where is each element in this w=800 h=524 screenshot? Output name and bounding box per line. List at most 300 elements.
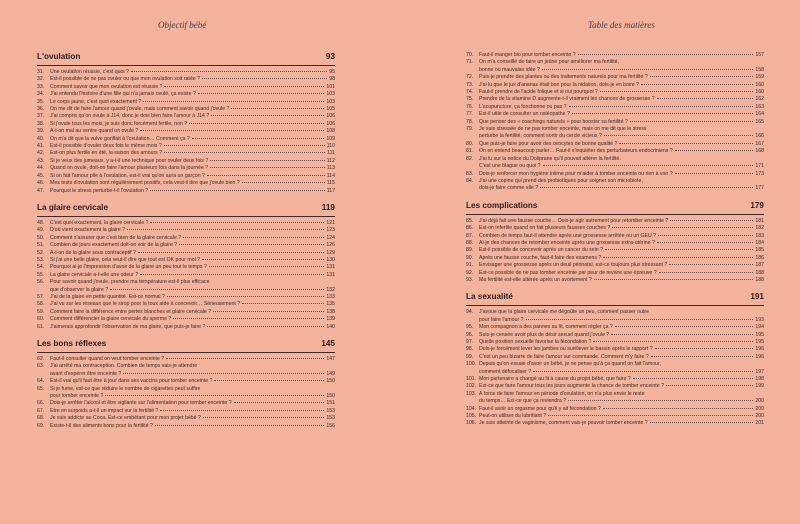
entry-page: 164 <box>755 111 764 118</box>
entry-body <box>479 156 764 171</box>
entry-number: 101. <box>466 376 477 383</box>
dot-leader <box>214 380 324 381</box>
entry-number: 71. <box>466 59 474 66</box>
dot-leader <box>203 417 325 418</box>
entry-line <box>50 180 335 187</box>
entry-number: 59. <box>37 308 45 315</box>
entry-text: Dois-je arrêter l'alcool et être vigilante sur l'alimentation pour tomber enceinte ? <box>50 400 232 407</box>
entry-line <box>479 225 764 232</box>
entry-line <box>50 324 335 331</box>
entry-number: 75. <box>466 96 474 103</box>
entry-body <box>50 173 335 180</box>
entry-body <box>50 386 335 401</box>
entry-text: À force de faire l'amour en période d'ovulation, on n'a plus envie le reste <box>479 390 645 397</box>
entry-number: 77. <box>466 111 474 118</box>
toc-entry <box>466 309 764 324</box>
entry-text: Mes tests d'ovulation sont régulièrement positifs, cela veut-il dire que j'ovule bien ? <box>50 180 240 187</box>
dot-leader <box>179 244 324 245</box>
toc-entry <box>37 76 335 83</box>
toc-entry <box>466 111 764 118</box>
entry-line <box>479 119 764 126</box>
entry-body <box>50 188 335 195</box>
toc-entry <box>37 235 335 242</box>
entry-text: J'ai une copine qui prend des probiotiques pour soigner son microbiote, <box>479 177 643 184</box>
entry-page: 197 <box>755 368 764 375</box>
toc-entry <box>466 141 764 148</box>
dot-leader <box>603 257 753 258</box>
entry-text: Mon compagnon a des pannes au lit, comment régler ça ? <box>479 324 613 331</box>
toc-entry <box>466 148 764 155</box>
entry-text: J'ai lu que le jus d'ananas était bon pour la nidation, dois-je en boire ? <box>479 81 640 88</box>
entry-page: 200 <box>755 413 764 420</box>
entry-text: Que puis-je faire pour avoir des ovocytes de bonne qualité ? <box>479 140 618 147</box>
entry-number: 52. <box>37 249 45 256</box>
entry-line <box>50 235 335 242</box>
entry-text: Puis-je prendre des plantes ou des traitements naturels pour ma fertilité ? <box>479 74 648 81</box>
entry-number: 43. <box>37 157 45 164</box>
entry-body <box>479 346 764 353</box>
entry-number: 66. <box>37 400 45 407</box>
entry-line <box>479 383 764 390</box>
entry-line <box>479 59 764 66</box>
entry-page: 110 <box>326 143 335 150</box>
entry-body <box>50 128 335 135</box>
entry-page: 184 <box>755 239 764 246</box>
entry-line <box>50 173 335 180</box>
entry-text: Existe-t-il des aliments bons pour la fertilité ? <box>50 422 153 429</box>
toc-entry <box>37 84 335 91</box>
entry-text: Est-ce que faire l'amour tous les jours augmente la chance de tomber enceinte ? <box>479 383 664 390</box>
entry-text: Est-on infertile quand on fait plusieurs fausses couches ? <box>479 225 611 232</box>
entry-line <box>479 148 764 155</box>
entry-number: 90. <box>466 254 474 261</box>
entry-line <box>50 121 335 128</box>
entry-text: Je suis addicte au Coca. Est-ce embêtant pour mon projet bébé ? <box>50 415 201 422</box>
entry-page: 108 <box>326 128 335 135</box>
entry-number: 97. <box>466 339 474 345</box>
entry-body <box>479 52 764 59</box>
entry-line <box>50 188 335 195</box>
entry-number: 83. <box>466 170 474 177</box>
toc-entry <box>37 272 335 279</box>
toc-entry <box>37 415 335 422</box>
entry-page: 112 <box>326 157 335 164</box>
toc-entry <box>37 408 335 415</box>
toc-entry <box>37 143 335 150</box>
entry-page: 200 <box>755 405 764 412</box>
running-header-left: Objectif bébé <box>158 20 207 30</box>
toc-entry <box>37 250 335 257</box>
entry-page: 150 <box>326 378 335 385</box>
entry-number: 36. <box>37 106 45 113</box>
entry-page: 159 <box>755 74 764 81</box>
entry-body <box>50 69 335 76</box>
entry-text: Ai-je des chances de retomber enceinte après une grossesse extra-utérine ? <box>479 239 655 246</box>
entry-body <box>50 272 335 279</box>
entry-text: J'ai vu sur les réseaux que le sirop pour la toux aide à concevoir… Sérieusement ? <box>50 301 241 308</box>
dot-leader <box>231 108 324 109</box>
entry-number: 103. <box>466 390 477 397</box>
entry-body <box>50 356 335 363</box>
entry-number: 78. <box>466 118 474 125</box>
entry-text: du temps… Est-ce que ça reviendra ? <box>479 398 567 405</box>
entry-number: 96. <box>466 331 474 338</box>
entry-line <box>50 99 335 106</box>
entry-line <box>50 316 335 323</box>
entry-page: 95 <box>329 69 335 75</box>
entry-body <box>479 309 764 324</box>
entry-body <box>479 277 764 284</box>
entry-text: C'est un peu bizarre de faire l'amour sur commande. Comment m'y faire ? <box>479 353 649 360</box>
toc-entry <box>37 227 335 234</box>
entry-page: 138 <box>326 308 335 315</box>
toc-entry <box>466 262 764 269</box>
entry-body <box>50 250 335 257</box>
entry-body <box>479 96 764 103</box>
toc-entry <box>37 180 335 187</box>
entry-body <box>50 408 335 415</box>
entry-page: 157 <box>755 52 764 58</box>
entry-number: 81. <box>466 148 474 155</box>
entry-line <box>479 133 764 140</box>
entry-body <box>479 148 764 155</box>
entry-body <box>50 363 335 378</box>
entry-text: Quelle position sexuelle favorise la fécondation ? <box>479 339 592 345</box>
entry-body <box>479 178 764 193</box>
entry-body <box>50 165 335 172</box>
toc-entry <box>37 242 335 249</box>
entry-line <box>50 386 335 393</box>
entry-page: 188 <box>755 269 764 276</box>
entry-body <box>50 76 335 83</box>
dot-leader <box>533 371 753 372</box>
toc-entry <box>466 178 764 193</box>
entry-text: C'est quoi exactement, la glaire cervicale ? <box>50 219 149 226</box>
toc-entry <box>466 383 764 390</box>
entry-line <box>50 84 335 91</box>
dot-leader <box>202 259 324 260</box>
entry-line <box>479 171 764 178</box>
entry-line <box>479 332 764 339</box>
entry-line <box>50 294 335 301</box>
entry-line <box>50 158 335 165</box>
entry-number: 49. <box>37 227 45 234</box>
entry-line <box>479 406 764 413</box>
toc-entry <box>466 119 764 126</box>
entry-body <box>50 242 335 249</box>
toc-entry <box>37 150 335 157</box>
entry-body <box>50 220 335 227</box>
entry-line <box>50 76 335 83</box>
entry-page: 106 <box>326 113 335 120</box>
toc-right-column <box>466 52 764 428</box>
entry-page: 115 <box>326 180 335 187</box>
entry-text: Ma fertilité est-elle altérée après un avortement ? <box>479 276 592 283</box>
dot-leader <box>619 143 753 144</box>
entry-text: comment défocaliser ? <box>479 368 532 375</box>
entry-text: Prendre de la vitamine D augmente-t-il vraiment les chances de grossesse ? <box>479 96 655 103</box>
section-title: La glaire cervicale <box>37 202 109 212</box>
entry-page: 103 <box>326 98 335 105</box>
dot-leader <box>234 402 325 403</box>
entry-line <box>479 178 764 185</box>
entry-body <box>50 235 335 242</box>
entry-number: 87. <box>466 232 474 239</box>
section-heading <box>37 203 335 217</box>
entry-line <box>479 96 764 103</box>
entry-page: 181 <box>755 217 764 224</box>
toc-entry <box>37 158 335 165</box>
toc-entry <box>466 156 764 171</box>
entry-line <box>479 52 764 59</box>
entry-text: La glaire cervicale a-t-elle une odeur ? <box>50 271 139 278</box>
entry-page: 129 <box>326 249 335 256</box>
toc-entry <box>466 346 764 353</box>
entry-number: 70. <box>466 52 474 58</box>
entry-number: 69. <box>37 422 45 429</box>
entry-number: 44. <box>37 165 45 172</box>
entry-body <box>479 247 764 254</box>
dot-leader <box>633 378 754 379</box>
entry-number: 42. <box>37 150 45 157</box>
toc-entry <box>466 240 764 247</box>
entry-body <box>50 121 335 128</box>
section-heading <box>466 201 764 215</box>
entry-page: 199 <box>755 383 764 390</box>
entry-number: 95. <box>466 324 474 331</box>
entry-body <box>479 332 764 339</box>
entry-text: perturbe la fertilité, comment sortir du cercle vicieux ? <box>479 133 602 140</box>
entry-number: 46. <box>37 180 45 187</box>
toc-entry <box>466 74 764 81</box>
dot-leader <box>210 167 325 168</box>
toc-entry <box>37 165 335 172</box>
entry-number: 99. <box>466 353 474 360</box>
entry-text: Une ovulation réussie, c'est quoi ? <box>50 69 129 75</box>
entry-page: 153 <box>326 407 335 414</box>
entry-page: 185 <box>755 247 764 254</box>
entry-line <box>50 106 335 113</box>
entry-body <box>479 74 764 81</box>
entry-body <box>50 400 335 407</box>
dot-leader <box>611 334 753 335</box>
entry-page: 106 <box>326 120 335 127</box>
entry-page: 167 <box>755 140 764 147</box>
entry-body <box>479 59 764 74</box>
toc-entry <box>37 423 335 430</box>
entry-body <box>479 420 764 427</box>
entry-text: J'ai lu sur la notice du Doliprane qu'il pouvait altérer la fertilité. <box>479 155 621 162</box>
entry-number: 79. <box>466 126 474 133</box>
section-title: L'ovulation <box>37 52 81 61</box>
dot-leader <box>572 113 754 114</box>
section-gap <box>466 193 764 201</box>
entry-text: Est-il possible de ne pas ovuler ou que mon ovulation soit ratée ? <box>50 76 200 83</box>
section-page: 191 <box>750 292 764 302</box>
entry-body <box>479 119 764 126</box>
entry-body <box>50 378 335 385</box>
entry-line <box>50 363 335 370</box>
running-header-right: Table des matières <box>588 20 655 30</box>
toc-entry <box>37 294 335 301</box>
entry-page: 183 <box>755 232 764 239</box>
entry-page: 153 <box>326 415 335 422</box>
section-heading <box>466 292 764 306</box>
entry-page: 194 <box>755 324 764 331</box>
entry-number: 63. <box>37 363 45 370</box>
entry-text: Si j'ai une belle glaire, cela veut-il dire que tout est OK pour moi ? <box>50 256 201 263</box>
dot-leader <box>242 303 324 304</box>
entry-body <box>479 383 764 390</box>
dot-leader <box>612 227 753 228</box>
entry-line <box>50 287 335 294</box>
toc-entry <box>466 332 764 339</box>
section-title: La sexualité <box>466 292 513 302</box>
entry-text: Faut-il prendre de l'acide folique et si oui pourquoi ? <box>479 89 598 96</box>
entry-page: 111 <box>327 150 335 157</box>
dot-leader <box>615 326 754 327</box>
entry-text: Faut-il consulter quand on veut tomber enceinte ? <box>50 356 165 362</box>
entry-page: 124 <box>326 234 335 241</box>
toc-entry <box>37 121 335 128</box>
dot-leader <box>604 135 754 136</box>
dot-leader <box>543 165 754 166</box>
toc-entry <box>37 91 335 98</box>
entry-number: 32. <box>37 76 45 83</box>
dot-leader <box>594 279 754 280</box>
entry-page: 171 <box>755 163 764 170</box>
entry-line <box>479 126 764 133</box>
entry-number: 82. <box>466 155 474 162</box>
entry-text: Comment faire la différence entre pertes blanches et glaire cervicale ? <box>50 308 212 315</box>
section-heading <box>37 52 335 66</box>
entry-body <box>50 91 335 98</box>
entry-body <box>50 99 335 106</box>
toc-entry <box>37 301 335 308</box>
entry-line <box>50 165 335 172</box>
toc-entry <box>37 128 335 135</box>
toc-entry <box>466 420 764 427</box>
toc-entry <box>466 270 764 277</box>
entry-line <box>50 250 335 257</box>
toc-entry <box>466 277 764 284</box>
dot-leader <box>192 138 325 139</box>
entry-page: 198 <box>755 376 764 383</box>
toc-entry <box>37 279 335 294</box>
entry-body <box>479 111 764 118</box>
entry-page: 160 <box>755 81 764 88</box>
entry-text: Suis-je censée avoir plus de désir sexuel quand j'ovule ? <box>479 331 610 338</box>
entry-text: L'acupuncture, ça fonctionne ou pas ? <box>479 103 567 110</box>
dot-leader <box>189 123 324 124</box>
dot-leader <box>150 222 324 223</box>
dot-leader <box>167 296 324 297</box>
toc-entry <box>37 324 335 331</box>
entry-line <box>50 279 335 286</box>
entry-body <box>479 233 764 240</box>
entry-text: Faut-il manger bio pour tomber enceinte ? <box>479 52 576 58</box>
entry-number: 38. <box>37 120 45 127</box>
entry-number: 50. <box>37 234 45 241</box>
toc-entry <box>466 126 764 141</box>
entry-page: 177 <box>755 185 764 192</box>
entry-page: 186 <box>755 254 764 261</box>
entry-text: On me dit de faire l'amour quand j'ovule, mais comment savoir quand j'ovule ? <box>50 106 230 113</box>
entry-page: 121 <box>326 219 335 226</box>
entry-number: 65. <box>37 385 45 392</box>
dot-leader <box>183 237 324 238</box>
toc-entry <box>37 69 335 76</box>
entry-body <box>50 227 335 234</box>
entry-text: D'où vient exactement la glaire ? <box>50 227 126 234</box>
entry-page: 193 <box>755 316 764 323</box>
entry-number: 72. <box>466 74 474 81</box>
entry-line <box>50 264 335 271</box>
entry-number: 48. <box>37 219 45 226</box>
dot-leader <box>651 356 754 357</box>
entry-page: 113 <box>326 165 335 172</box>
entry-line <box>50 309 335 316</box>
entry-body <box>50 423 335 430</box>
section-title: Les bons réflexes <box>37 339 107 348</box>
entry-number: 93. <box>466 276 474 283</box>
entry-line <box>50 227 335 234</box>
entry-text: Est-il utile de consulter un ostéopathe ? <box>479 111 570 118</box>
entry-page: 165 <box>755 118 764 125</box>
entry-body <box>50 257 335 264</box>
entry-page: 158 <box>755 66 764 73</box>
entry-text: J'avoue que la glaire cervicale me dégoûte un peu, comment passer outre <box>479 309 649 316</box>
entry-text: A-t-on mal au ventre quand on ovule ? <box>50 128 139 135</box>
entry-line <box>50 371 335 378</box>
entry-number: 98. <box>466 346 474 353</box>
dot-leader <box>138 252 324 253</box>
entry-number: 100. <box>466 361 477 368</box>
dot-leader <box>210 160 324 161</box>
entry-number: 73. <box>466 81 474 88</box>
dot-leader <box>666 385 753 386</box>
entry-line <box>479 74 764 81</box>
entry-text: Si j'ovule tous les mois, je suis donc forcément fertile, non ? <box>50 120 188 127</box>
toc-entry <box>466 413 764 420</box>
dot-leader <box>526 319 754 320</box>
toc-entry <box>466 225 764 232</box>
entry-line <box>50 91 335 98</box>
entry-text: J'ai déjà fait une fausse couche… Dois-je agir autrement pour retomber enceinte ? <box>479 217 669 224</box>
entry-number: 37. <box>37 113 45 120</box>
entry-page: 139 <box>326 316 335 323</box>
entry-body <box>479 104 764 111</box>
entry-line <box>50 143 335 150</box>
dot-leader <box>641 84 753 85</box>
dot-leader <box>658 235 753 236</box>
entry-number: 61. <box>37 323 45 330</box>
entry-text: J'ai compris qu'on ovule à J14, donc je dois bien faire l'amour à J14 ? <box>50 113 210 120</box>
entry-page: 168 <box>755 148 764 155</box>
entry-body <box>479 413 764 420</box>
dot-leader <box>143 101 324 102</box>
dot-leader <box>123 373 324 374</box>
entry-text: Que penser des « coachings naturels » pour booster sa fertilité ? <box>479 118 628 125</box>
entry-text: Dois-je forcément lever les jambes ou surélever le bassin après le rapport ? <box>479 346 653 353</box>
entry-line <box>479 218 764 225</box>
toc-entry <box>466 354 764 361</box>
entry-page: 151 <box>326 400 335 407</box>
dot-leader <box>211 115 324 116</box>
entry-line <box>479 413 764 420</box>
toc-entry <box>466 96 764 103</box>
entry-text: On m'a conseillé de faire un jeûne pour améliorer ma fertilité, <box>479 59 619 66</box>
